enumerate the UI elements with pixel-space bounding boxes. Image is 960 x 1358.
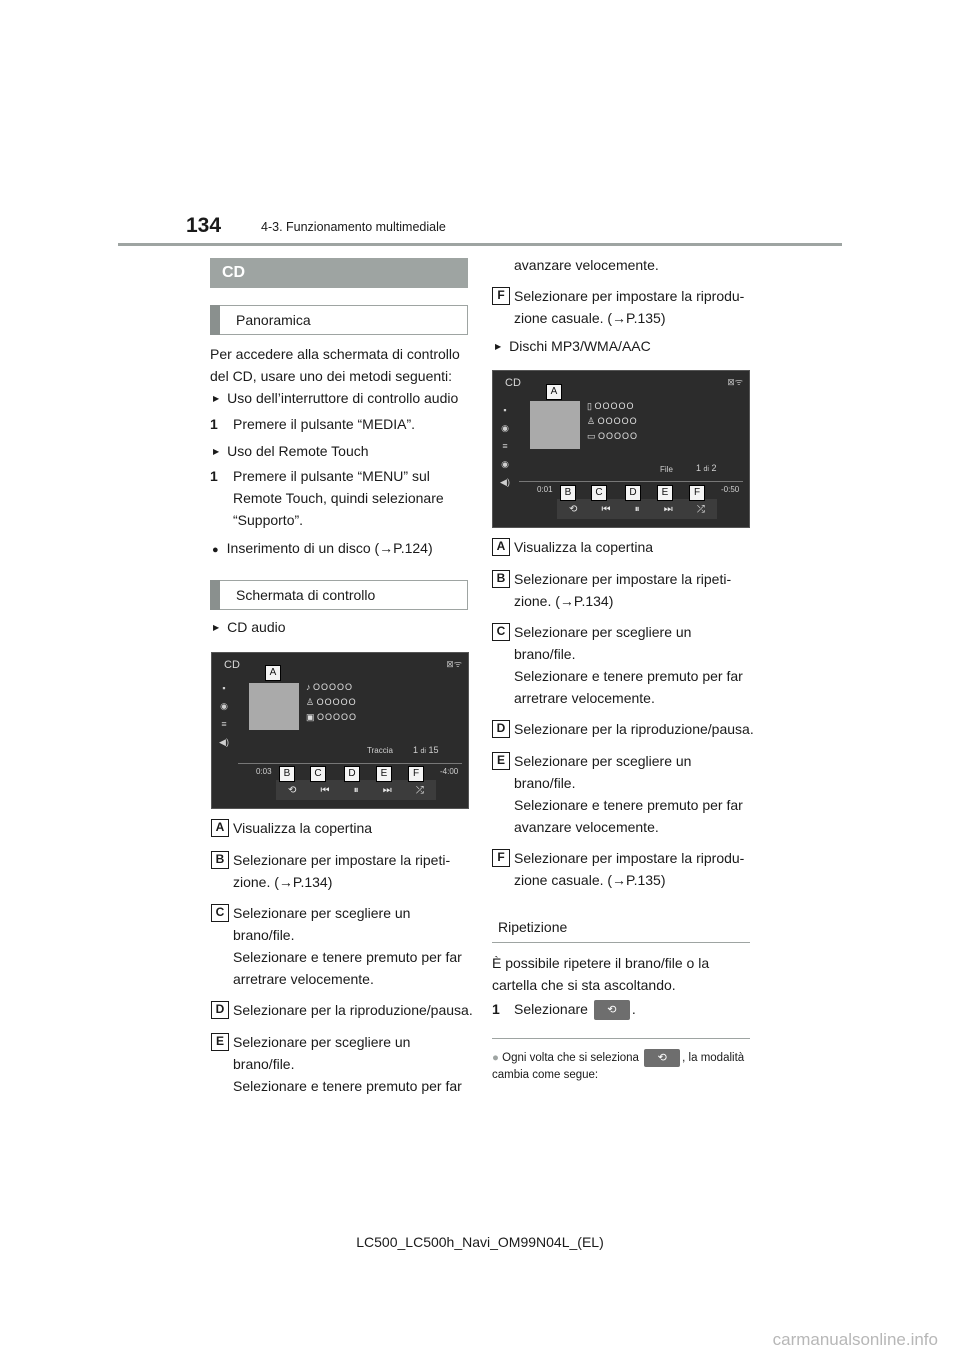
legend-letter-d: D [211,1001,229,1019]
file-text: OOOOO [594,401,635,411]
subhead-schermata [210,580,468,610]
shuffle-icon[interactable]: ⤮ [415,784,424,796]
legend-text-c [233,902,463,990]
label-c: C [310,766,326,782]
repeat-button-icon: ⟲ [594,1000,630,1020]
subhead-label: Panoramica [236,312,311,328]
play-mode-icon: ◉ [220,701,228,711]
legend-text-f2: Selezionare per impostare la riprodu-zione casuale. (→P.135) [514,850,745,888]
legend-letter-f2: F [492,849,510,867]
header-rule [118,243,842,246]
legend-text-e [233,1031,463,1097]
previous-icon[interactable]: ⏮ [601,503,611,515]
previous-icon[interactable]: ⏮ [320,784,330,796]
repeat-step: 1 Selezionare ⟲ . [492,998,750,1020]
insert-text: Inserimento di un disco (→P.124) [226,540,433,556]
track-info [306,680,357,725]
subhead-label: Schermata di controllo [236,587,376,603]
section-title-cd: CD [210,258,468,288]
intro-text: Per accedere alla schermata di controllo del CD, usare uno dei metodi seguenti: [210,346,460,384]
album-line: ▣ OOOOO [306,712,358,722]
watermark: carmanualsonline.info [772,1330,938,1349]
label-f: F [408,766,424,782]
track-no: 1 [413,745,419,755]
legend-letter-e: E [211,1033,229,1051]
note-text-b: , la modalità cambia come segue: [492,1052,745,1082]
note-text-a: Ogni volta che si seleziona [502,1052,639,1065]
cd-audio-screen [211,652,469,809]
elapsed-time: 0:01 [537,485,553,494]
cover-art [530,401,580,449]
label-b: B [279,766,295,782]
elapsed-time: 0:03 [256,767,272,776]
label-c: C [591,485,607,501]
footer-doc-id: LC500_LC500h_Navi_OM99N04L_(EL) [356,1234,604,1250]
note-bullet-icon: ● [492,1052,499,1065]
step-media [210,413,468,435]
legend-text-e2 [514,750,750,838]
next-icon[interactable]: ⏭ [382,784,392,796]
legend-letter-a: A [211,819,229,837]
file-no: 1 [696,463,702,473]
track-info [587,399,638,444]
continued-text: avanzare velocemente. [514,257,659,273]
title-line: ♪ OOOOO [306,682,354,692]
control-bar [276,780,436,800]
artist-text: OOOOO [597,416,638,426]
method-label: Uso del Remote Touch [227,443,369,459]
method-remote-touch [213,440,468,465]
pause-icon[interactable]: ⏸ [353,784,359,796]
label-a: A [265,665,281,681]
track-of: di [420,748,426,755]
file-label: File [660,465,673,474]
list-icon: ≡ [221,719,227,729]
file-line: ▯ OOOOO [587,401,635,411]
file-total: 2 [711,463,717,473]
legend-text-c2 [514,621,750,709]
legend-letter-c2: C [492,623,510,641]
legend-letter-b2: B [492,570,510,588]
track-number [413,745,439,755]
source-icon: ▪︎ [503,405,507,415]
artist-line: ♙ OOOOO [587,416,638,426]
pause-icon[interactable]: ⏸ [634,503,640,515]
repeat-button-icon-small: ⟲ [644,1049,680,1067]
artist-text: OOOOO [316,697,357,707]
legend-text-d2: Selezionare per la riproduzione/pausa. [514,721,754,737]
repeat-icon[interactable]: ⟲ [569,503,578,515]
screen-sidebar [212,679,236,757]
subhead-panoramica [210,305,468,335]
step-number: 1 [210,416,218,432]
legend-text-a2: Visualizza la copertina [514,539,654,555]
legend-letter-c: C [211,904,229,922]
step-text: Premere il pulsante “MEDIA”. [233,416,416,432]
legend-letter-f-top: F [492,287,510,305]
label-d: D [625,485,641,501]
subhead-bar [210,305,220,335]
track-label: Traccia [367,746,393,755]
shuffle-icon[interactable]: ⤮ [696,503,705,515]
next-icon[interactable]: ⏭ [663,503,673,515]
legend-text-e1: Selezionare per scegliere un brano/file. [233,1034,411,1072]
signal-icon: ⊠ᯤ [727,377,743,387]
chapter-title: 4-3. Funzionamento multimediale [261,220,446,234]
legend-text-b2: Selezionare per impostare la ripeti-zione. (→P.134) [514,571,732,609]
folder-line: ▭ OOOOO [587,431,639,441]
mp3-screen [492,370,750,528]
step-text: Premere il pulsante “MENU” sul Remote Touch, quindi selezionare “Supporto”. [233,468,444,528]
method-label: Uso dell’interruttore di controllo audio [227,390,459,406]
label-d: D [344,766,360,782]
method-audio-switch [213,387,468,412]
cd-audio-label: CD audio [227,619,286,635]
legend-text-e2: Selezionare e tenere premuto per far [233,1078,462,1094]
label-a: A [546,384,562,400]
legend-text-e2b: Selezionare e tenere premuto per far avanzare velocemente. [514,797,743,835]
subhead-bar [210,580,220,610]
legend-letter-a2: A [492,538,510,556]
folder-text: OOOOO [598,431,639,441]
label-b: B [560,485,576,501]
step-number: 1 [210,468,218,484]
volume-icon: ◀) [500,477,510,487]
subhead-ripetizione [492,913,750,943]
cd-audio-heading [213,616,468,641]
repeat-note [492,1049,750,1084]
legend-text-f-top: Selezionare per impostare la riprodu-zione casuale. (→P.135) [514,288,745,326]
insert-disc-note [212,537,468,561]
album-text: OOOOO [317,712,358,722]
screen-title: CD [224,659,240,671]
screen-title: CD [505,377,521,389]
title-text: OOOOO [313,682,354,692]
legend-text-a: Visualizza la copertina [233,820,373,836]
eye-icon: ◉ [501,459,509,469]
repeat-step-text: Selezionare [514,1001,588,1017]
file-of: di [703,466,709,473]
screen-sidebar [493,401,517,487]
artist-line: ♙ OOOOO [306,697,357,707]
mp3-heading [495,335,750,360]
progress-bar[interactable] [519,481,743,482]
label-e: E [657,485,673,501]
source-icon: ▪︎ [222,683,226,693]
control-bar [557,499,717,519]
volume-icon: ◀) [219,737,229,747]
subhead-label: Ripetizione [498,919,568,935]
legend-letter-b: B [211,851,229,869]
note-divider [492,1038,750,1039]
legend-letter-d2: D [492,720,510,738]
legend-letter-e2: E [492,752,510,770]
remaining-time: -4:00 [440,767,459,776]
play-mode-icon: ◉ [501,423,509,433]
repeat-intro: È possibile ripetere il brano/file o la cartella che si sta ascoltando. [492,955,710,993]
file-number [696,463,717,473]
progress-bar[interactable] [238,763,462,764]
label-f: F [689,485,705,501]
step-menu [210,465,468,531]
legend-text-c2a: Selezionare per scegliere un brano/file. [514,624,692,662]
cover-art [249,683,299,730]
track-total: 15 [428,745,439,755]
legend-text-c2: Selezionare e tenere premuto per far arretrare velocemente. [233,949,462,987]
list-icon: ≡ [502,441,508,451]
legend-text-b: Selezionare per impostare la ripeti-zione. (→P.134) [233,852,451,890]
legend-text-c1: Selezionare per scegliere un brano/file. [233,905,411,943]
legend-text-e2a: Selezionare per scegliere un brano/file. [514,753,692,791]
label-e: E [376,766,392,782]
legend-text-c2b: Selezionare e tenere premuto per far arretrare velocemente. [514,668,743,706]
remaining-time: -0:50 [721,485,740,494]
mp3-label: Dischi MP3/WMA/AAC [509,338,651,354]
signal-icon: ⊠ᯤ [446,659,462,669]
repeat-icon[interactable]: ⟲ [288,784,297,796]
legend-text-d: Selezionare per la riproduzione/pausa. [233,1002,473,1018]
page-number: 134 [186,214,222,237]
step-number: 1 [492,1001,500,1017]
